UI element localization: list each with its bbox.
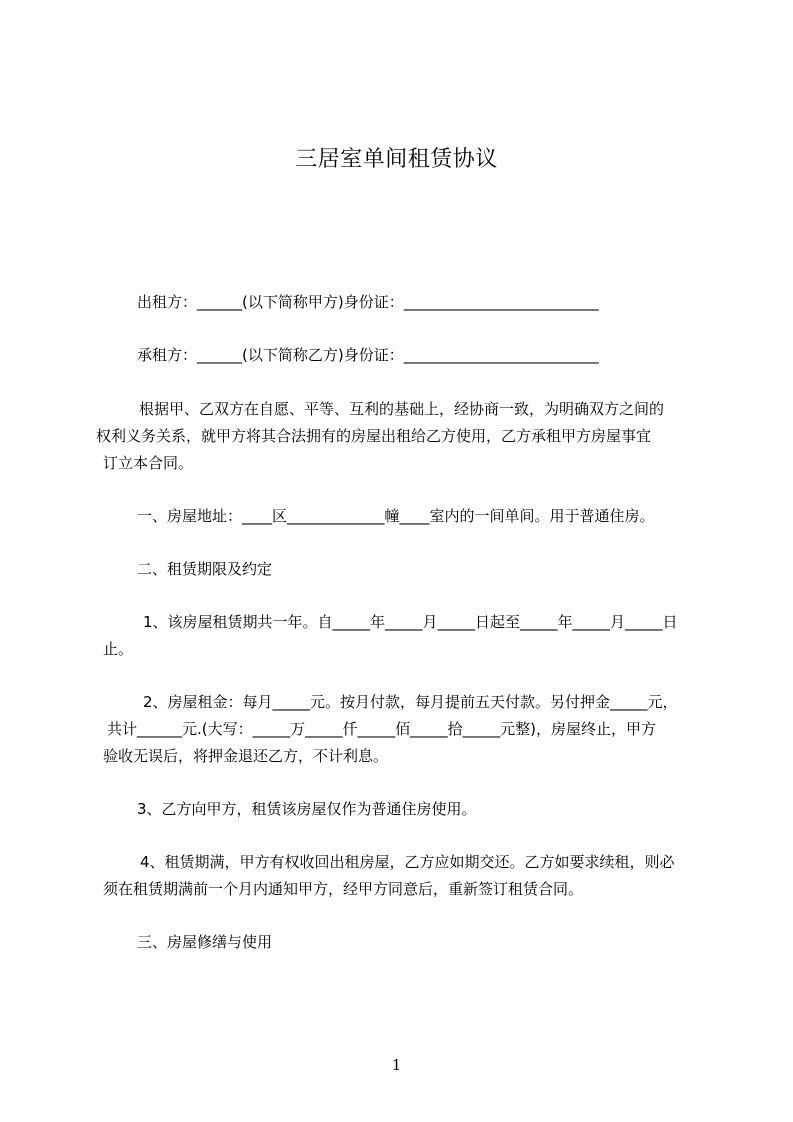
section-address: 一、房屋地址：____区_____________幢____室内的一间单间。用于普通住房。 xyxy=(137,507,655,525)
preamble-line: 订立本合同。 xyxy=(103,454,194,472)
clause-line: 须在租赁期满前一个月内通知甲方，经甲方同意后，重新签订租赁合同。 xyxy=(103,880,584,898)
clause-line: 止。 xyxy=(103,640,134,658)
lessor-line: 出租方：______(以下简称甲方)身份证：__________________________ xyxy=(137,293,599,311)
clause-line: 1、该房屋租赁期共一年。自_____年_____月_____日起至_____年_____月_____日 xyxy=(143,613,678,631)
preamble-line: 权利义务关系，就甲方将其合法拥有的房屋出租给乙方使用，乙方承租甲方房屋事宜 xyxy=(96,427,652,445)
lessee-line: 承租方：______(以下简称乙方)身份证：__________________________ xyxy=(137,346,599,364)
clause-line: 2、房屋租金：每月_____元。按月付款，每月提前五天付款。另付押金_____元， xyxy=(143,693,678,711)
clause-line: 4、租赁期满，甲方有权收回出租房屋，乙方应如期交还。乙方如要求续租，则必 xyxy=(140,853,675,871)
clause-line: 共计______元.(大写：_____万_____仟_____佰_____拾_____元整)，房屋终止，甲方 xyxy=(107,720,656,738)
section-heading: 三、房屋修缮与使用 xyxy=(137,933,273,951)
preamble-line: 根据甲、乙双方在自愿、平等、互利的基础上，经协商一致，为明确双方之间的 xyxy=(139,400,665,418)
page-number: 1 xyxy=(391,1056,402,1074)
clause-line: 3、乙方向甲方，租赁该房屋仅作为普通住房使用。 xyxy=(137,800,477,818)
clause-line: 验收无误后，将押金退还乙方，不计利息。 xyxy=(103,747,389,765)
document-title: 三居室单间租赁协议 xyxy=(295,147,498,172)
section-heading: 二、租赁期限及约定 xyxy=(137,560,273,578)
